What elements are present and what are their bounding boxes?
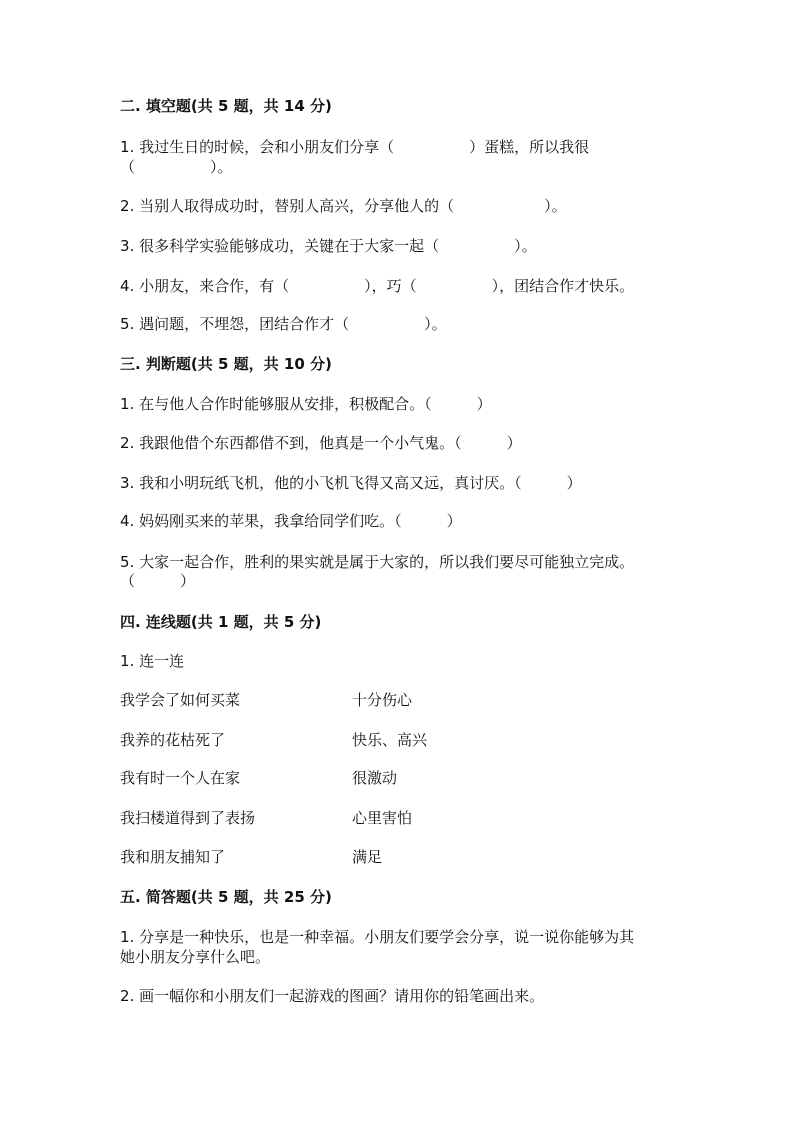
question-text: 5. 大家一起合作，胜利的果实就是属于大家的，所以我们要尽可能独立完成。 bbox=[120, 553, 635, 571]
question-text: 2. 我跟他借个东西都借不到，他真是一个小气鬼。（ ） bbox=[120, 434, 522, 452]
section-heading-true-false: 三. 判断题(共 5 题，共 10 分) bbox=[120, 355, 332, 373]
question-text: 3. 我和小明玩纸飞机，他的小飞机飞得又高又远，真讨厌。（ ） bbox=[120, 474, 582, 492]
question-text: 1. 分享是一种快乐，也是一种幸福。小朋友们要学会分享，说一说你能够为其 bbox=[120, 928, 635, 946]
match-right-item: 满足 bbox=[352, 848, 383, 866]
match-left-item: 我扫楼道得到了表扬 bbox=[120, 809, 256, 827]
match-right-item: 心里害怕 bbox=[352, 809, 413, 827]
question-text: 1. 连一连 bbox=[120, 652, 185, 670]
section-heading-short-answer: 五. 简答题(共 5 题，共 25 分) bbox=[120, 888, 332, 906]
question-text: 2. 画一幅你和小朋友们一起游戏的图画？请用你的铅笔画出来。 bbox=[120, 987, 545, 1005]
section-heading-fill-blank: 二. 填空题(共 5 题，共 14 分) bbox=[120, 97, 332, 115]
match-left-item: 我和朋友捕知了 bbox=[120, 848, 226, 866]
match-left-item: 我养的花枯死了 bbox=[120, 731, 226, 749]
match-right-item: 十分伤心 bbox=[352, 691, 413, 709]
question-text: （ ） bbox=[120, 572, 196, 590]
question-text: 4. 小朋友，来合作，有（ ），巧（ ），团结合作才快乐。 bbox=[120, 277, 635, 295]
question-text: 1. 在与他人合作时能够服从安排，积极配合。（ ） bbox=[120, 395, 492, 413]
question-text: 5. 遇问题，不埋怨，团结合作才（ ）。 bbox=[120, 315, 447, 333]
question-text: 1. 我过生日的时候，会和小朋友们分享（ ）蛋糕，所以我很 bbox=[120, 138, 590, 156]
match-left-item: 我学会了如何买菜 bbox=[120, 691, 241, 709]
question-text: （ ）。 bbox=[120, 158, 233, 176]
match-left-item: 我有时一个人在家 bbox=[120, 769, 241, 787]
question-text: 2. 当别人取得成功时，替别人高兴，分享他人的（ ）。 bbox=[120, 197, 567, 215]
question-text: 4. 妈妈刚买来的苹果，我拿给同学们吃。（ ） bbox=[120, 512, 462, 530]
match-right-item: 快乐、高兴 bbox=[352, 731, 428, 749]
section-heading-matching: 四. 连线题(共 1 题，共 5 分) bbox=[120, 613, 322, 631]
match-right-item: 很激动 bbox=[352, 769, 398, 787]
question-text: 3. 很多科学实验能够成功，关键在于大家一起（ ）。 bbox=[120, 237, 537, 255]
question-text: 她小朋友分享什么吧。 bbox=[120, 948, 271, 966]
